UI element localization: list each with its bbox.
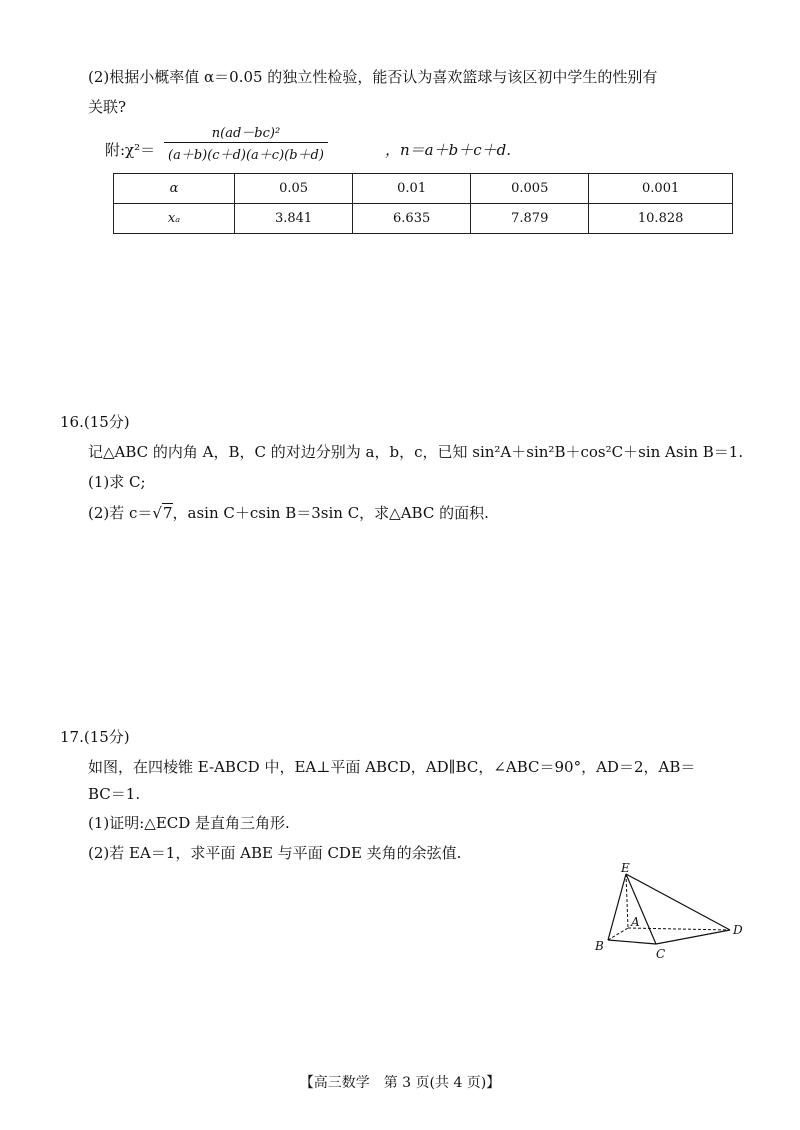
table-cell: 0.01: [353, 174, 471, 204]
edge-CD: [656, 930, 730, 944]
table-row: [114, 204, 733, 234]
edge-ED: [626, 874, 730, 930]
label-B: B: [595, 939, 604, 953]
table-row: [114, 174, 733, 204]
q17-line2: BC＝1.: [88, 785, 141, 803]
edge-EA: [626, 874, 628, 928]
label-D: D: [733, 923, 743, 937]
critical-value-table: [113, 173, 733, 234]
table-header-x-alpha: xₐ: [114, 204, 235, 234]
q16-header: 16.(15分): [60, 413, 130, 431]
formula-numerator: n(ad－bc)²: [211, 126, 281, 141]
label-E: E: [621, 862, 630, 875]
page-footer: 【高三数学 第 3 页(共 4 页)】: [299, 1075, 501, 1091]
label-A: A: [631, 915, 640, 929]
formula-prefix: 附:χ²＝: [105, 141, 156, 159]
formula-denominator: (a＋b)(c＋d)(a＋c)(b＋d): [168, 148, 324, 163]
q16-part2-prefix: (2)若 c＝: [88, 504, 153, 522]
q17-part2: (2)若 EA＝1，求平面 ABE 与平面 CDE 夹角的余弦值.: [88, 844, 462, 862]
table-cell: 7.879: [471, 204, 589, 234]
q15-part2-line1: (2)根据小概率值 α＝0.05 的独立性检验，能否认为喜欢篮球与该区初中学生的性别有: [88, 68, 658, 86]
q17-line1: 如图，在四棱锥 E-ABCD 中，EA⊥平面 ABCD，AD∥BC，∠ABC＝90°，AD＝2，AB＝: [88, 758, 696, 776]
sqrt-symbol: √: [152, 504, 162, 522]
q16-part2-suffix: ，asin C＋csin B＝3sin C，求△ABC 的面积.: [172, 504, 489, 522]
q17-part1: (1)证明:△ECD 是直角三角形.: [88, 814, 290, 832]
table-cell: 10.828: [589, 204, 733, 234]
q16-statement: 记△ABC 的内角 A，B，C 的对边分别为 a，b，c，已知 sin²A＋sin²B＋cos²C＋sin Asin B＝1.: [88, 443, 744, 461]
table-cell: 0.005: [471, 174, 589, 204]
q15-part2-line2: 关联?: [88, 98, 127, 116]
formula-suffix: ，n＝a＋b＋c＋d.: [385, 141, 511, 159]
edge-EC: [626, 874, 656, 944]
edge-AD: [628, 928, 730, 930]
table-cell: 6.635: [353, 204, 471, 234]
sqrt-radicand: 7: [162, 504, 173, 522]
label-C: C: [656, 947, 666, 961]
q16-part1: (1)求 C;: [88, 473, 146, 491]
q16-part2: [88, 502, 489, 523]
edge-EB: [608, 874, 626, 940]
q17-header: 17.(15分): [60, 728, 130, 746]
table-cell: 0.05: [235, 174, 353, 204]
table-cell: 3.841: [235, 204, 353, 234]
chi-square-fraction: [164, 122, 328, 163]
table-header-alpha: α: [114, 174, 235, 204]
pyramid-figure: [590, 862, 750, 967]
table-cell: 0.001: [589, 174, 733, 204]
edge-BC: [608, 940, 656, 944]
